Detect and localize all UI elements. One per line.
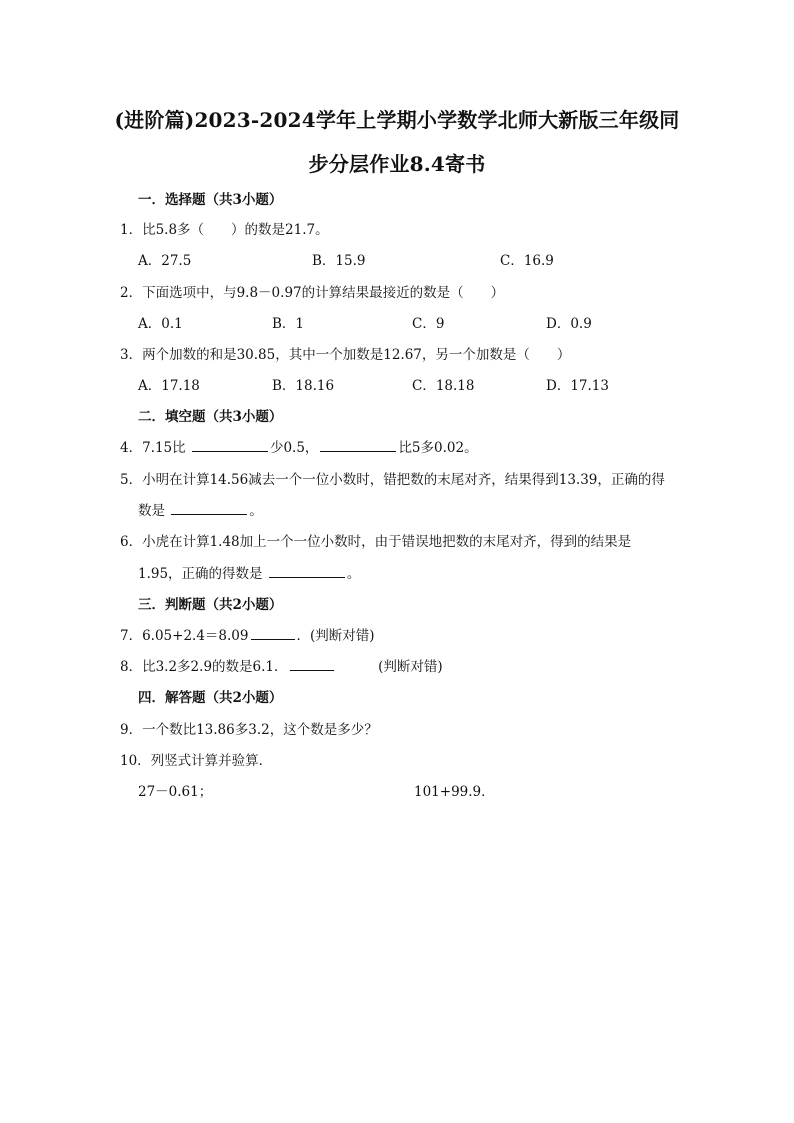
question-2-option-d: D．0.9 xyxy=(546,316,592,332)
question-1-option-a: A．27.5 xyxy=(138,253,192,269)
question-2-option-b: B．1 xyxy=(272,316,305,332)
question-5-line2 xyxy=(138,499,263,519)
question-4-part1: 4．7.15比 xyxy=(120,440,186,456)
question-3-option-d: D．17.13 xyxy=(546,378,609,394)
answer-blank[interactable] xyxy=(192,437,268,452)
question-7-text: 7．6.05+2.4＝8.09 xyxy=(120,628,249,644)
question-10-expression-2: 101+99.9． xyxy=(414,784,495,800)
question-8-text: 8．比3.2多2.9的数是6.1． xyxy=(120,659,288,675)
question-3-option-b: B．18.16 xyxy=(272,378,335,394)
question-7-suffix: ．(判断对错) xyxy=(296,628,375,644)
question-6-line2-end: 。 xyxy=(346,566,361,582)
answer-blank[interactable] xyxy=(269,563,345,578)
question-6-line2-text: 1.95，正确的得数是 xyxy=(138,566,263,582)
question-1-option-c: C．16.9 xyxy=(500,253,554,269)
question-5-line1: 5．小明在计算14.56减去一个一位小数时，错把数的末尾对齐，结果得到13.39，正确的得 xyxy=(120,472,665,488)
question-8 xyxy=(120,655,443,675)
question-2-option-a: A．0.1 xyxy=(138,316,183,332)
question-6-line2 xyxy=(138,562,360,582)
question-10-text: 10．列竖式计算并验算． xyxy=(120,753,273,769)
page-title-line1: (进阶篇)2023-2024学年上学期小学数学北师大新版三年级同 xyxy=(114,108,680,132)
question-1-text: 1．比5.8多（ ）的数是21.7。 xyxy=(120,222,329,238)
section-heading-fill: 二．填空题（共3小题） xyxy=(138,409,283,425)
question-5-line2-text: 数是 xyxy=(138,503,165,519)
question-9-text: 9．一个数比13.86多3.2，这个数是多少？ xyxy=(120,722,378,738)
section-heading-judge: 三．判断题（共2小题） xyxy=(138,597,283,613)
question-3-option-c: C．18.18 xyxy=(412,378,475,394)
question-2-option-c: C．9 xyxy=(412,316,445,332)
question-4 xyxy=(120,436,478,456)
question-7 xyxy=(120,624,375,644)
question-3-text: 3．两个加数的和是30.85，其中一个加数是12.67，另一个加数是（ ） xyxy=(120,347,571,363)
question-1-option-b: B．15.9 xyxy=(312,253,366,269)
section-heading-answer: 四．解答题（共2小题） xyxy=(138,690,283,706)
answer-blank[interactable] xyxy=(251,625,295,640)
question-5-line2-end: 。 xyxy=(249,503,263,519)
section-heading-choice: 一．选择题（共3小题） xyxy=(138,192,283,208)
answer-blank[interactable] xyxy=(171,500,247,515)
question-3-option-a: A．17.18 xyxy=(138,378,200,394)
question-2-text: 2．下面选项中，与9.8－0.97的计算结果最接近的数是（ ） xyxy=(120,285,505,301)
question-10-expression-1: 27－0.61； xyxy=(138,784,213,800)
answer-blank[interactable] xyxy=(320,437,396,452)
question-4-part3: 比5多0.02。 xyxy=(398,440,478,456)
answer-blank[interactable] xyxy=(290,656,334,671)
question-4-part2: 少0.5， xyxy=(269,440,319,456)
question-8-suffix: (判断对错) xyxy=(378,659,443,675)
page-title-line2: 步分层作业8.4寄书 xyxy=(308,152,486,176)
question-6-line1: 6．小虎在计算1.48加上一个一位小数时，由于错误地把数的末尾对齐，得到的结果是 xyxy=(120,534,632,550)
